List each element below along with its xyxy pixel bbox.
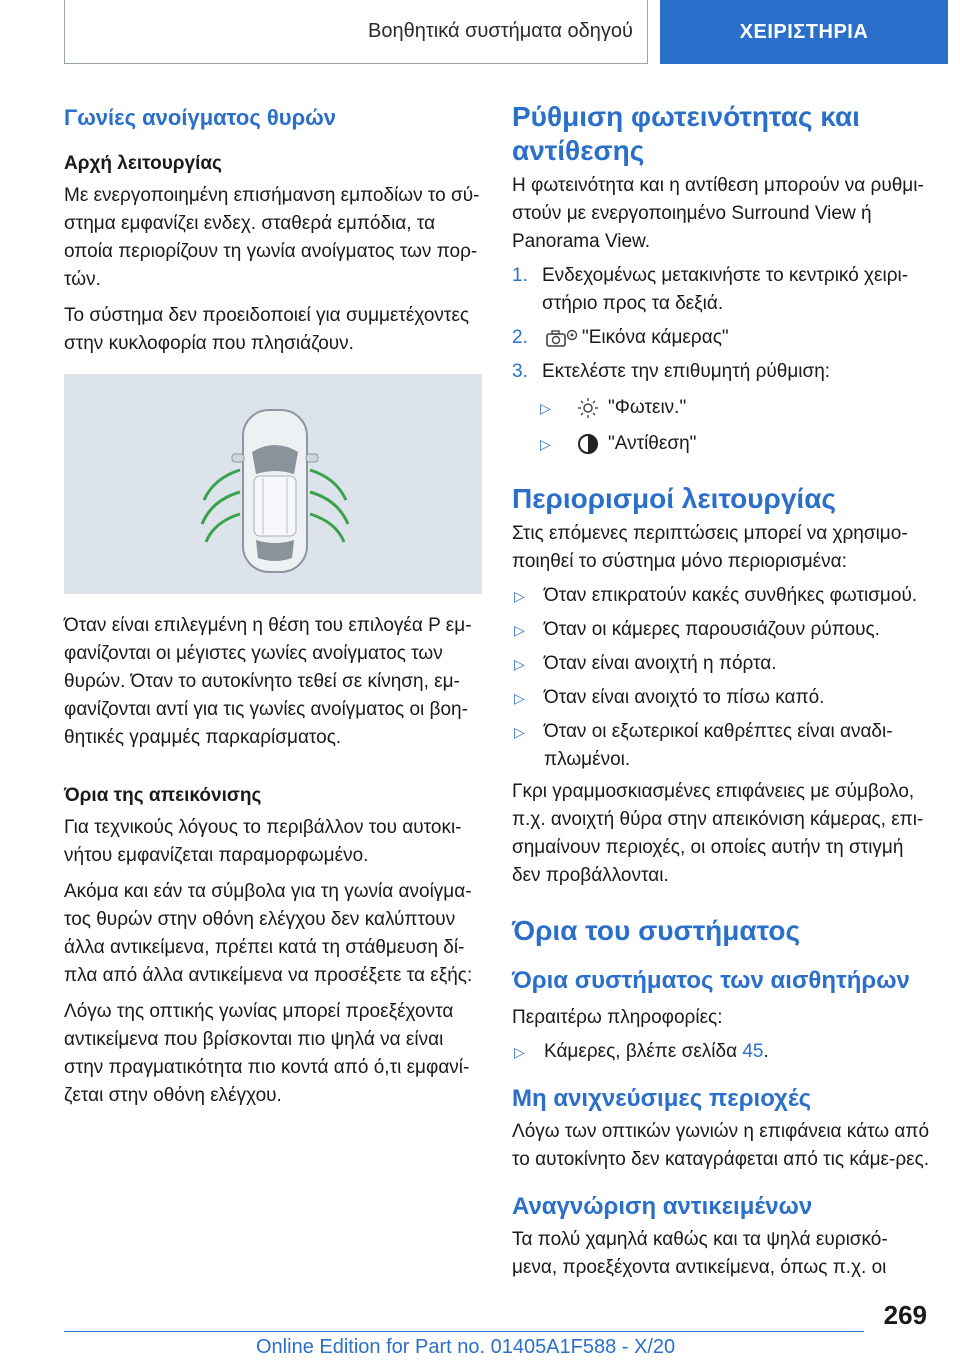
chapter-label: ΧΕΙΡΙΣΤΗΡΙΑ <box>739 20 869 43</box>
door-angle-heading: Γωνίες ανοίγματος θυρών <box>64 105 337 130</box>
section-title-text: Βοηθητικά συστήματα οδηγού <box>368 20 633 42</box>
step-number: 2. <box>512 327 528 348</box>
after-image-paragraph: Όταν είναι επιλεγμένη η θέση του επιλογέα P εμ-φανίζονται οι μέγιστες γωνίες ανοίγματος των θυρών. Όταν το αυτοκίνητο τεθεί σε κίνηση, εμ-φανίζονται αντί για τις γωνίες ανοίγματος οι βοη-θητικές γραμμές παρκαρίσματος. <box>64 615 472 748</box>
header-chapter-tab[interactable] <box>660 0 948 64</box>
step-number: 3. <box>512 361 528 382</box>
principle-paragraph-1: Με ενεργοποιημένη επισήμανση εμποδίων το σύ-στημα εμφανίζει ενδεχ. σταθερά εμπόδια, τα οποία περιορίζουν τη γωνία ανοίγματος των πορ-τών. <box>64 185 480 290</box>
display-limits-paragraph-3: Λόγω της οπτικής γωνίας μπορεί προεξέχοντα αντικείμενα που βρίσκονται πιο ψηλά να είναι στην πραγματικότητα πιο κοντά από ό,τι εμφανί-ζεται στην οθόνη ελέγχου. <box>64 1001 470 1106</box>
function-limits-intro: Στις επόμενες περιπτώσεις μπορεί να χρησιμο-ποιηθεί το σύστημα μόνο περιορισμένα: <box>512 523 908 572</box>
bullet-marker: ▷ <box>514 622 525 638</box>
limit-item-text: Όταν επικρατούν κακές συνθήκες φωτισμού. <box>544 585 918 606</box>
page-45-link[interactable]: 45 <box>742 1041 764 1062</box>
car-top-view-illustration <box>64 374 482 594</box>
bullet-marker: ▷ <box>540 400 551 416</box>
limit-item <box>512 718 930 774</box>
step-2 <box>512 324 930 352</box>
left-column <box>64 100 482 1110</box>
display-limits-paragraph-1: Για τεχνικούς λόγους το περιβάλλον του αυτοκι-νήτου εμφανίζεται παραμορφωμένο. <box>64 817 462 866</box>
bullet-marker: ▷ <box>514 1044 525 1060</box>
step-1 <box>512 262 930 318</box>
option-label: "Αντίθεση" <box>608 433 697 454</box>
object-detection-text: Τα πολύ χαμηλά καθώς και τα ψηλά ευρισκό-μενα, προεξέχοντα αντικείμενα, όπως π.χ. οι <box>512 1229 888 1278</box>
door-opening-figure <box>64 374 482 594</box>
function-limits-heading: Περιορισμοί λειτουργίας <box>512 483 836 514</box>
page-number: 269 <box>883 1300 927 1330</box>
system-limits-heading: Όρια του συστήματος <box>512 915 801 946</box>
step-text: Ενδεχομένως μετακινήστε το κεντρικό χειρι-στήριο προς τα δεξιά. <box>542 265 909 314</box>
limit-item <box>512 616 930 644</box>
right-column <box>512 100 930 1282</box>
limit-item-text: Όταν είναι ανοιχτό το πίσω καπό. <box>544 687 825 708</box>
cameras-reference-item: ▷ Κάμερες, βλέπε σελίδα 45. <box>512 1038 930 1066</box>
object-detection-heading: Αναγνώριση αντικειμένων <box>512 1193 813 1220</box>
bullet-marker: ▷ <box>514 724 525 740</box>
sensor-limits-heading: Όρια συστήματος των αισθητήρων <box>512 967 910 994</box>
limit-item <box>512 684 930 712</box>
brightness-icon <box>568 397 608 419</box>
step-3 <box>512 358 930 386</box>
limit-item-text: Όταν είναι ανοιχτή η πόρτα. <box>544 653 777 674</box>
option-label: "Φωτειν." <box>608 397 687 418</box>
contrast-icon <box>568 433 608 455</box>
brightness-contrast-heading: Ρύθμιση φωτεινότητας και αντίθεσης <box>512 101 860 166</box>
limit-item <box>512 650 930 678</box>
hatched-areas-note: Γκρι γραμμοσκιασμένες επιφάνειες με σύμβολο, π.χ. ανοιχτή θύρα στην απεικόνιση κάμερας, επι-σημαίνουν περιοχές, οι οποίες αυτήν τη στιγμή δεν προβάλλονται. <box>512 781 924 886</box>
display-limits-paragraph-2: Ακόμα και εάν τα σύμβολα για τη γωνία ανοίγμα-τος θυρών στην οθόνη ελέγχου δεν καλύπτουν άλλα αντικείμενα, πρέπει κατά τη στάθμευση δί-πλα από άλλα αντικείμενα να προσέξετε τα εξής: <box>64 881 473 986</box>
principle-title: Αρχή λειτουργίας <box>64 153 222 174</box>
camera-settings-icon <box>542 324 582 352</box>
limit-item <box>512 582 930 610</box>
blind-areas-text: Λόγω των οπτικών γωνιών η επιφάνεια κάτω από το αυτοκίνητο δεν καταγράφεται από τις κάμε-ρες. <box>512 1121 930 1170</box>
option-contrast <box>512 430 930 458</box>
step-text: Εκτελέστε την επιθυμητή ρύθμιση: <box>542 361 831 382</box>
limit-item-text: Όταν οι κάμερες παρουσιάζουν ρύπους. <box>544 619 880 640</box>
step-number: 1. <box>512 265 528 286</box>
limit-item-text: Όταν οι εξωτερικοί καθρέπτες είναι αναδι-πλωμένοι. <box>544 721 893 770</box>
principle-paragraph-2: Το σύστημα δεν προειδοποιεί για συμμετέχοντες στην κυκλοφορία που πλησιάζουν. <box>64 305 470 354</box>
header-section-title <box>64 0 648 64</box>
bullet-marker: ▷ <box>514 690 525 706</box>
bullet-marker: ▷ <box>514 588 525 604</box>
bullet-marker: ▷ <box>540 436 551 452</box>
cameras-reference-text: Κάμερες, βλέπε σελίδα <box>544 1041 738 1062</box>
step-text: "Εικόνα κάμερας" <box>582 327 729 348</box>
brightness-intro: Η φωτεινότητα και η αντίθεση μπορούν να ρυθμι-στούν με ενεργοποιημένο Surround View ή Panorama View. <box>512 175 924 252</box>
edition-footer: Online Edition for Part no. 01405A1F588 - X/20 <box>256 1336 676 1358</box>
blind-areas-heading: Μη ανιχνεύσιμες περιοχές <box>512 1085 812 1112</box>
option-brightness <box>512 394 930 422</box>
bullet-marker: ▷ <box>514 656 525 672</box>
footer-divider <box>64 1331 864 1332</box>
more-info-text: Περαιτέρω πληροφορίες: <box>512 1007 723 1028</box>
display-limits-title: Όρια της απεικόνισης <box>64 785 262 806</box>
